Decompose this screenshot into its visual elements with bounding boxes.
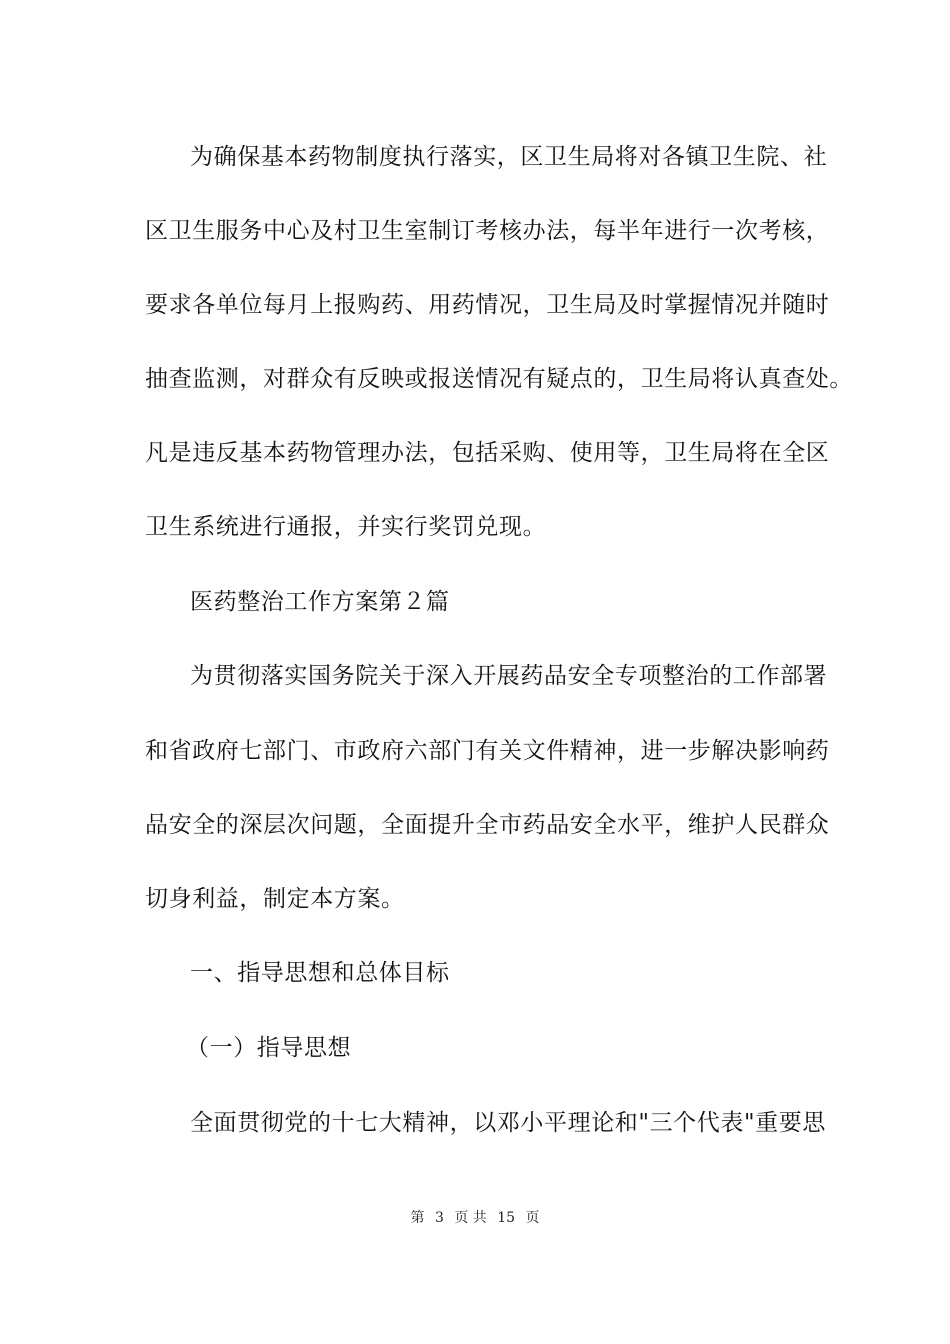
paragraph-1-line-1: 为确保基本药物制度执行落实，区卫生局将对各镇卫生院、社 xyxy=(190,144,828,170)
paragraph-1-line-3: 要求各单位每月上报购药、用药情况，卫生局及时掌握情况并随时 xyxy=(145,292,830,318)
footer-suffix: 页 xyxy=(525,1210,540,1226)
subsection-heading-1: （一）指导思想 xyxy=(186,1035,352,1061)
article-heading: 医药整治工作方案第２篇 xyxy=(190,589,450,615)
footer-total-pages: 15 xyxy=(497,1210,516,1226)
paragraph-1-line-2: 区卫生服务中心及村卫生室制订考核办法，每半年进行一次考核， xyxy=(145,218,830,244)
paragraph-2-line-2: 和省政府七部门、市政府六部门有关文件精神，进一步解决影响药 xyxy=(145,738,830,764)
paragraph-1-line-6: 卫生系统进行通报，并实行奖罚兑现。 xyxy=(145,514,547,540)
footer-mid: 页 共 xyxy=(454,1210,487,1226)
paragraph-1-line-5: 凡是违反基本药物管理办法，包括采购、使用等，卫生局将在全区 xyxy=(145,440,830,466)
footer-prefix: 第 xyxy=(410,1210,425,1226)
section-heading-1: 一、指导思想和总体目标 xyxy=(190,960,450,986)
footer-current-page: 3 xyxy=(434,1210,444,1226)
paragraph-2-line-4: 切身利益，制定本方案。 xyxy=(145,886,405,912)
paragraph-3-line-1: 全面贯彻党的十七大精神，以邓小平理论和"三个代表"重要思 xyxy=(190,1110,826,1136)
paragraph-1-line-4: 抽查监测，对群众有反映或报送情况有疑点的，卫生局将认真查处。 xyxy=(145,366,853,392)
paragraph-2-line-1: 为贯彻落实国务院关于深入开展药品安全专项整治的工作部署 xyxy=(190,663,828,689)
paragraph-2-line-3: 品安全的深层次问题，全面提升全市药品安全水平，维护人民群众 xyxy=(145,812,830,838)
page-footer xyxy=(0,1207,950,1227)
